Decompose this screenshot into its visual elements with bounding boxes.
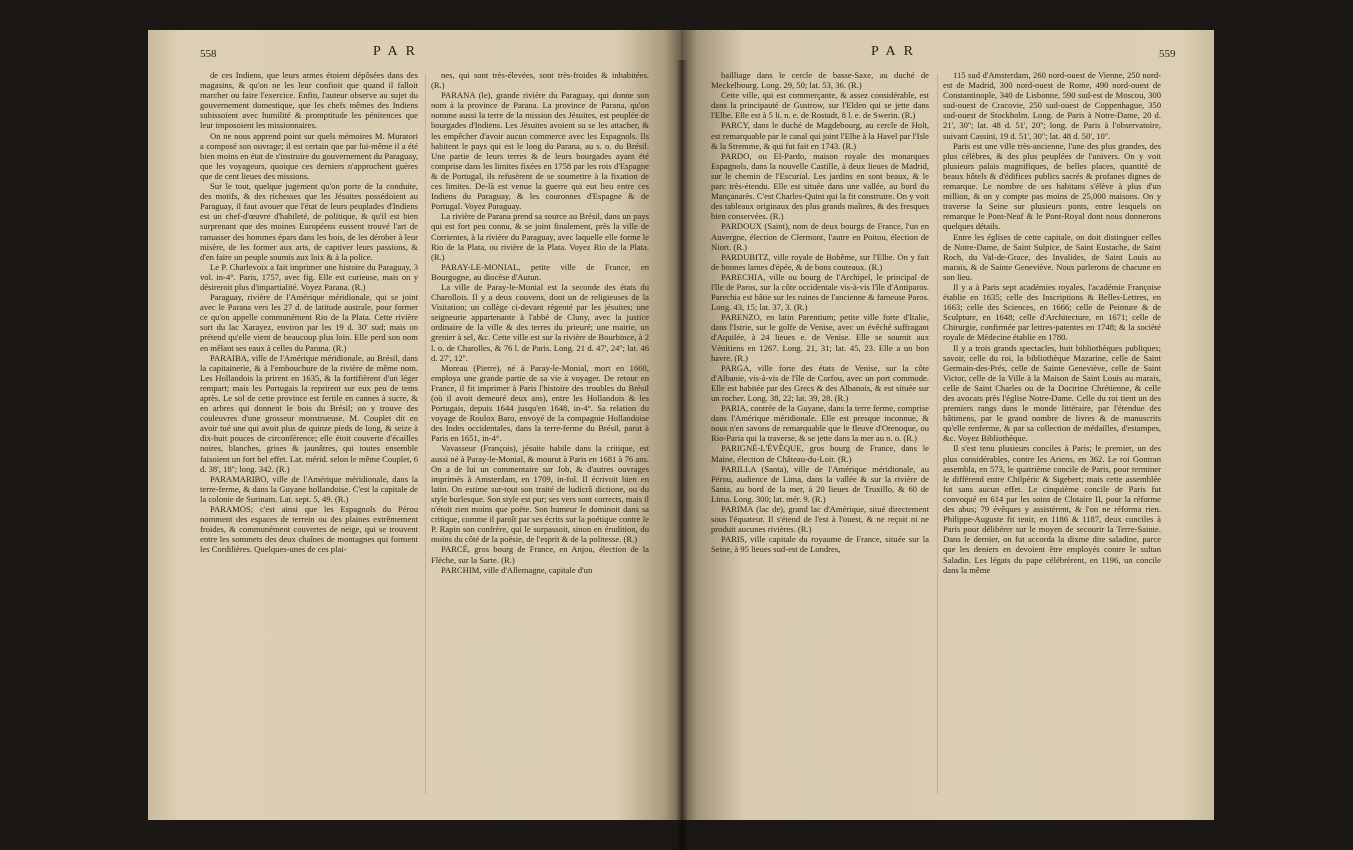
paragraph: Le P. Charlevoix a fait imprimer une histoire du Paraguay, 3 vol. in-4°. Paris, 1757, avec fig. Elle est curieuse, mais on y désireroit plus d'impartialité. Voyez Parana. (R.) — [200, 261, 418, 292]
paragraph: PARAIBA, ville de l'Amérique méridionale, au Brésil, dans la capitainerie, & à l'embouchure de la rivière de même nom. Les Hollandois la prirent en 1635, & la fortifièrent d'un léger rempart; mais les Portugais la reprirent sur eux peu de tems après. Le sol de cette province est fertile en cannes à sucre, & en arbres qui donnent le bois du Brésil; on y trouve des couleuvres d'une grosseur monstrueuse. M. Couplet dit en avoir tué une qui avoit plus de quinze pieds de long, & seize à dix-huit pouces de circonférence; elle étoit couverte d'écailles noires, blanches, grises & jaunâtres, qui toutes ensemble faisoient un fort bel effet. Lat. mérid. selon le même Couplet, 6 d. 38', 18''; long. 342. (R.) — [200, 352, 418, 474]
paragraph: de ces Indiens, que leurs armes étoient dépôsées dans des magasins, & qu'on ne les leur confioit que quand il falloit marcher ou faire l'exercice. Enfin, l'auteur observe au sujet du gouvernement domestique, que les chefs mêmes des Indiens subissoient avec humilité & promptitude les pénitences que leur imposoient les missionnaires. — [200, 70, 418, 131]
paragraph: PARAMOS; c'est ainsi que les Espagnols du Pérou nomment des espaces de terrein ou des plaines extrêmement froides, & communément couvertes de neige, qui se trouvent entre les sommets des deux chaînes de montagnes qui forment les Cordilières. Quelques-unes de ces plai- — [200, 504, 418, 555]
paragraph: Il s'est tenu plusieurs conciles à Paris; le premier, un des plus considérables, contre les Ariens, en 362. Le roi Gontran assembla, en 573, le quatrième concile de Paris, pour terminer le différend entre Chilpéric & Sigebert; mais cette assemblée fut sans aucun effet. Le cinquième concile de Paris fut convoqué en 614 par les soins de Clotaire II, pour la réforme des abus; 79 évêques y assistèrent, & l'on ne réforma rien. Philippe-Auguste fit tenir, en 1186 & 1187, deux conciles à Paris pour délibérer sur le moyen de secourir la Terre-Sainte. Dans le dernier, on fut accorda la dixme dite saladine, parce que les deniers en devoient être employés contre le sultan Saladin. Les légats du pape célébrèrent, en 1196, un concile dans la même — [943, 443, 1161, 575]
running-head: PAR — [373, 44, 423, 59]
paragraph: PARAY-LE-MONIAL, petite ville de France, en Bourgogne, au diocèse d'Autun. — [431, 261, 649, 282]
paragraph: PARILLA (Santa), ville de l'Amérique méridionale, au Pérou, audience de Lima, dans la vallée & sur la rivière de Santa, au bord de la mer, à 20 lieues de Truxillo, & 60 de Lima. Long. 300; lat. mér. 9. (R.) — [711, 463, 929, 504]
paragraph: La rivière de Parana prend sa source au Brésil, dans un pays qui est fort peu connu, & se joint finalement, près la ville de Corrientes, à la rivière du Paraguay, avec laquelle elle forme le Rio de la Plata, ou rivière de la Plata. Voyez Rio de la Plata. (R.) — [431, 211, 649, 262]
paragraph: Entre les églises de cette capitale, on doit distinguer celles de Notre-Dame, de Saint Sulpice, de Saint Eustache, de Saint Roch, du Val-de-Grace, des Invalides, de Saint Louis au marais, & de Sainte Geneviève. Nous parlerons de chacune en son lieu. — [943, 231, 1161, 282]
paragraph: PARDOUX (Saint), nom de deux bourgs de France, l'un en Auvergne, élection de Clermont, l'autre en Poitou, élection de Niort. (R.) — [711, 221, 929, 252]
paragraph: PARIGNÉ-L'ÉVÊQUE, gros bourg de France, dans le Maine, élection de Château-du-Loir. (R.) — [711, 443, 929, 464]
paragraph: PARCHIM, ville d'Allemagne, capitale d'un — [441, 564, 593, 575]
text-column-right — [431, 70, 649, 810]
paragraph: Vavasseur (François), jésuite habile dans la critique, est aussi né à Paray-le-Monial, & mourut à Paris en 1681 à 76 ans. On a de lui un commentaire sur Job, & d'autres ouvrages imprimés à Amsterdam, en 1709, in-fol. Il écrivoit bien en latin. On estime sur-tout son traité de ludicrâ dictione, ou du style burlesque. Son style est pur; ses vers sont corrects, mais il n'étoit rien moins que poëte. Son humeur le dominoit dans sa critique, comme il paroît par ses écrits sur la poétique contre le P. Rapin son confrère, qui le surpassoit, sinon en érudition, du moins du côté de la poësie, de l'esprit & de la politesse. (R.) — [431, 443, 649, 545]
running-head: PAR — [871, 44, 921, 59]
paragraph: nes, qui sont très-élevées, sont très-froides & inhabitées. (R.) — [431, 70, 649, 91]
page-number: 558 — [200, 48, 217, 60]
paragraph: PARCÉ, gros bourg de France, en Anjou, élection de la Flèche, sur la Sarte. (R.) — [431, 544, 649, 565]
paragraph: PARIMA (lac de), grand lac d'Amérique, situé directement sous l'équateur. Il s'étend de l'est à l'ouest, & ne reçoit ni ne produit aucunes rivières. (R.) — [711, 504, 929, 535]
paragraph: PARIS, ville capitale du royaume de France, située sur la Seine, à 95 lieues sud-est de Londres, — [711, 534, 929, 555]
column-divider — [425, 74, 426, 794]
left-page — [148, 30, 681, 820]
paragraph: Cette ville, qui est commerçante, & assez considérable, est dans la principauté de Gustrow, sur l'Elden qui se jette dans l'Elbe. Elle est à 5 li. n. e. de Rostadt, 8 l. e. de Swerin. (R.) — [711, 90, 929, 121]
paragraph: bailliage dans le cercle de basse-Saxe, au duché de Meckelbourg. Long. 29, 50; lat. 53, 36. (R.) — [711, 70, 929, 91]
paragraph: PARAMARIBO, ville de l'Amérique méridionale, dans la terre-ferme, & dans la Guyane hollandoise. C'est la capitale de la colonie de Surinam. Lat. sept. 5, 49. (R.) — [200, 473, 418, 504]
text-column-right — [943, 70, 1161, 810]
paragraph: La ville de Paray-le-Monial est la seconde des états du Charollois. Il y a deux couvens, dont un de religieuses de la Visitation; un collège ci-devant régenté par les jésuites; une seigneurie appartenante à l'abbé de Cluny, avec la justice ordinaire de la ville & des terres du prieuré; une mairie, un grenier à sel, &c. Cette ville est sur la rivière de Bourbince, à 2 l. o. de Charolles, & 76 l. de Paris. Long. 21 d. 47', 24''; lat. 46 d. 27', 12''. — [431, 281, 649, 363]
paragraph: Il y a à Paris sept académies royales, l'académie Françoise établie en 1635; celle des Inscriptions & Belles-Lettres, en 1663; celle des Sciences, en 1666; celle de Peinture & de Sculpture, en 1648; celle d'Architecture, en 1671; celle de Chirurgie, confirmée par lettres-patentes en 1748; & la société royale de Médecine établie en 1780. — [943, 281, 1161, 343]
paragraph: PARANA (le), grande rivière du Paraguay, qui donne son nom à la province de Parana. La province de Parana, qu'on nomme aussi la terre de la mission des Jésuites, est peuplée de bourgades d'Indiens. Les Jésuites avoient su se les attacher, & les empêcher d'avoir aucun commerce avec les Espagnols. Ils habitent le pays qui est le long du Parana, au s. o. du Brésil. Une partie de leurs terres & de leurs bourgades ayant été comprise dans les limites fixées en 1758 par les rois d'Espagne & de Portugal, ils refusèrent de se soumettre à la fixation de ces limites. De-là est venue la guerre qui eut lieu entre ces Indiens du Paraguay, & les couronnes d'Espagne & de Portugal. Voyez Paraguay. — [431, 90, 649, 212]
paragraph: PARDO, ou El-Pardo, maison royale des monarques Espagnols, dans la nouvelle Castille, à deux lieues de Madrid, sur le chemin de l'Escurial. Les jardins en sont beaux, & le parc très-étendu. Elle est située dans une vallée, au bord du Mançanarès. C'est Charles-Quint qui la fit construire. On y voit des tableaux originaux des plus grands maîtres, & des fresques bien conservées. (R.) — [711, 150, 929, 222]
paragraph: PARCY, dans le duché de Magdebourg, au cercle de Holt, est remarquable par le canal qui joint l'Elbe à la Havel par l'Isle & la Stremme, & qui fut fait en 1743. (R.) — [711, 120, 929, 151]
paragraph: Paraguay, rivière de l'Amérique méridionale, qui se joint avec le Parana vers les 27 d. de latitude australe, pour former ce qu'on appelle communément Rio de la Plata. Cette rivière sort du lac Xarayez, environ par les 19 d. 30' sud; mais on prétend qu'elle vient de beaucoup plus loin. Elle perd son nom en mêlant ses eaux à celles du Parana. (R.) — [200, 292, 418, 353]
paragraph: PARECHIA, ville ou bourg de l'Archipel, le principal de l'île de Paros, sur la côte occidentale vis-à-vis l'île d'Antiparos. Parechia est bâtie sur les ruines de l'ancienne & fameuse Paros. Long. 43, 15; lat. 37, 3. (R.) — [711, 271, 929, 313]
right-page — [681, 30, 1214, 820]
paragraph: PARIA, contrée de la Guyane, dans la terre ferme, comprise dans l'Amérique méridionale. Elle est presque inconnue, & nous n'en savons de remarquable que le fleuve d'Orenoque, ou Rio-Paria qui la traverse, & se jette dans la mer au n. o. (R.) — [711, 403, 929, 444]
paragraph: Il y a trois grands spectacles, huit bibliothèques publiques; savoir, celle du roi, la bibliothèque Mazarine, celle de Saint Germain-des-Prés, celle de Sainte Geneviève, celle de Saint Victor, celle de la Ville à la Maison de Saint Louis au marais, celle de Saint Charles ou de la Doctrine Chrétienne, & celle des avocats près l'église Notre-Dame. Celle du roi tient un des premiers rangs dans le monde littéraire, par l'étendue des bâtimens, par le grand nombre de livres & de manuscrits qu'elle renferme, & par sa collection de médailles, d'estampes, &c. Voyez Bibliothèque. — [943, 342, 1161, 444]
open-book — [148, 30, 1214, 820]
paragraph: On ne nous apprend point sur quels mémoires M. Muratori a composé son ouvrage; il est certain que par lui-même il a été bien moins en état de s'instruire du gouvernement du Paraguay, que les voyageurs, quoique ces derniers n'approchent guères que de cent lieues des missions. — [200, 130, 418, 181]
paragraph: Sur le tout, quelque jugement qu'on porte de la conduite, des motifs, & des richesses que les Jésuites possédoient au Paraguay, il faut avouer que l'état de leurs peuplades d'Indiens est un chef-d'œuvre d'habileté, de politique, & qu'il est bien surprenant que des moines Européens eussent trouvé l'art de ramasser des hommes épars dans les bois, de les dérober à leur misère, de les former aux arts, de captiver leurs passions, & d'en faire un peuple soumis aux loix & à la police. — [200, 181, 418, 262]
paragraph: PARENZO, en latin Parentium; petite ville forte d'Italie, dans l'Istrie, sur le golfe de Venise, avec un évêché suffragant d'Aquilée, à 24 lieues e. de Venise. Elle se soumit aux Vénitiens en 1267. Long. 21, 31; lat. 45, 23. Elle a un bon havre. (R.) — [711, 312, 929, 363]
page-number: 559 — [1159, 48, 1176, 60]
text-column-left — [200, 70, 418, 810]
paragraph: Moreau (Pierre), né à Paray-le-Monial, mort en 1660, employa une grande partie de sa vie à voyager. De retour en France, il fit imprimer à Paris l'histoire des troubles du Brésil (où il avoit demeuré deux ans), entre les Hollandois & les Portugais, depuis 1644 jusqu'en 1648, in-4°. Sa relation du voyage de Roulox Baro, envoyé de la compagnie Hollandoise des Indes occidentales, dans la terre-ferme du Brésil, parut à Paris en 1651, in-4°. — [431, 362, 649, 444]
gutter-shadow — [676, 60, 688, 850]
column-divider — [937, 74, 938, 794]
text-column-left — [711, 70, 929, 810]
paragraph: Paris est une ville très-ancienne, l'une des plus grandes, des plus célèbres, & des plus peuplées de l'univers. On y voit plusieurs palais magnifiques, de belles places, quantité de beaux hôtels & d'édifices publics sacrés & profanes dignes de remarque. Le nombre de ses habitans s'élève à plus d'un million, & on y compte pas moins de 25,000 maisons. On y traverse la Seine sur plusieurs ponts, entre lesquels on remarque le Pont-Neuf & le Pont-Royal dont nous donnerons quelques détails. — [943, 140, 1161, 232]
paragraph: 115 sud d'Amsterdam, 260 nord-ouest de Vienne, 250 nord-est de Madrid, 300 nord-ouest de Rome, 490 nord-ouest de Constantinople, 340 de Lisbonne, 590 sud-est de Moscou, 300 sud-ouest de Cracovie, 250 sud-ouest de Coppenhague, 350 sud-ouest de Stockholm. Long. de Paris à Notre-Dame, 20 d. 21', 30''; lat. 48 d. 51', 20''; long. de Paris à l'observatoire, suivant Cassini, 19 d. 51', 30''; lat. 48 d. 50', 10''. — [943, 70, 1161, 141]
paragraph: PARDUBITZ, ville royale de Bohême, sur l'Elbe. On y fait de bonnes lames d'épée, & de bons couteaux. (R.) — [711, 251, 929, 272]
paragraph: PARGA, ville forte des états de Venise, sur la côte d'Albanie, vis-à-vis de l'île de Corfou, avec un port commode. Elle est habitée par des Grecs & des Albanois, & est située sur un rocher. Long. 38, 22; lat. 39, 28. (R.) — [711, 362, 929, 403]
